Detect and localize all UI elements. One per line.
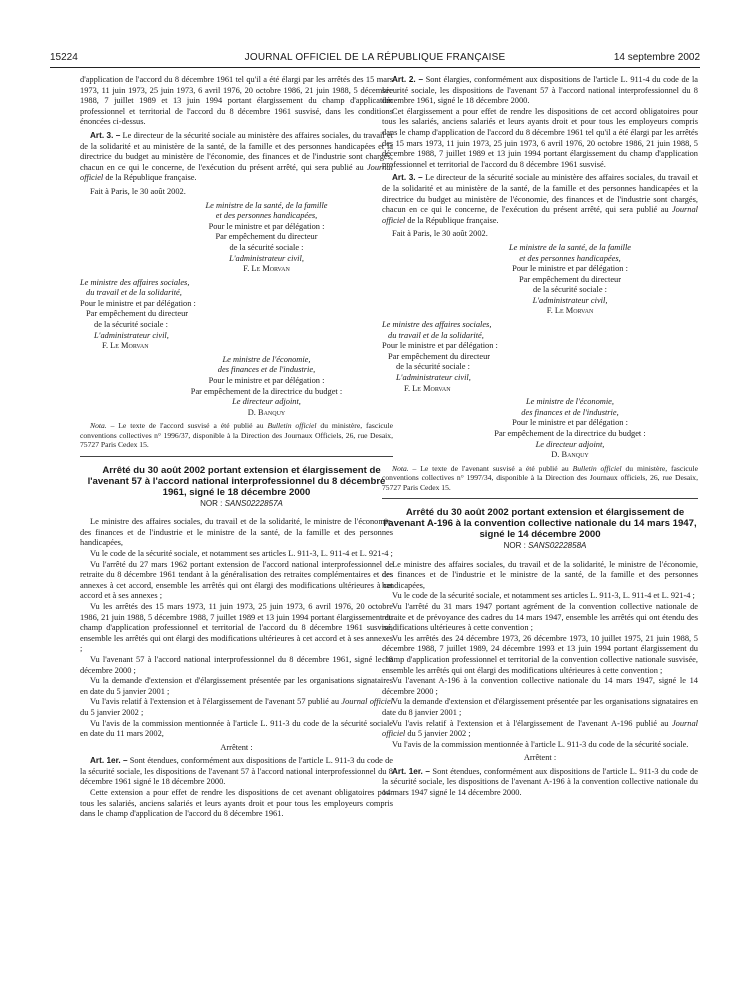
issue-date: 14 septembre 2002 xyxy=(613,52,700,63)
arretent: Arrêtent : xyxy=(523,753,557,763)
visa: Vu l'avis relatif à l'extension et à l'élargissement de l'avenant A-196 publié au Journal officiel du 5 janvier 2002 ; xyxy=(382,718,698,739)
article-1: Art. 1er. – Sont étendues, conformément aux dispositions de l'article L. 911-3 du code de la sécurité sociale, les dispositions de l'avenant 57 à l'accord national interprofessionnel du 8 décembre 1961 signé le 18 décembre 2000. xyxy=(80,756,393,787)
signatory-name: F. Le Morvan xyxy=(546,306,594,316)
article-label: Art. 2. – xyxy=(392,75,423,84)
article-1: Art. 1er. – Sont étendues, conformément aux dispositions de l'article L. 911-3 du code de la sécurité sociale, les dispositions de l'avenant A-196 à la convention collective nationale du 14 mars 1947 signé le 14 décembre 2000. xyxy=(382,766,698,798)
signatory-name: F. Le Morvan xyxy=(404,383,451,393)
article-label: Art. 3. – xyxy=(392,173,423,183)
article-label: Art. 1er. – xyxy=(90,756,128,766)
decree-heading: Arrêté du 30 août 2002 portant extension et élargissement de l'avenant 57 à l'accord national interprofessionnel du 8 décembre 1961, signé le 18 décembre 2000 xyxy=(87,464,386,498)
visa: Vu l'avis de la commission mentionnée à l'article L. 911-3 du code de la sécurité sociale en date du 11 mars 2002, xyxy=(80,718,393,739)
journal-title: JOURNAL OFFICIEL DE LA RÉPUBLIQUE FRANÇAISE xyxy=(244,52,506,63)
visa: Vu les arrêtés des 15 mars 1973, 11 juin 1973, 25 juin 1973, 6 avril 1976, 20 octobre 1986, 21 juin 1988, 5 décembre 1988, 7 juillet 1989 et 13 juin 1994 portant élargissement du champ d'application professionnel et territorial de l'accord du 8 décembre 1961 susvisé, ensemble les arrêtés qui ont élargi des modifications ultérieures à cet accord et à ses annexes ; xyxy=(80,601,393,654)
signing-place-date: Fait à Paris, le 30 août 2002. xyxy=(392,229,488,239)
preamble: Le ministre des affaires sociales, du travail et de la solidarité, le ministre de l'économie, des finances et de l'industrie et le ministre de la santé, de la famille et des personnes handicapées, xyxy=(382,559,698,590)
arretent: Arrêtent : xyxy=(220,742,253,752)
article-3: Art. 3. – Le directeur de la sécurité sociale au ministère des affaires sociales, du travail et de la solidarité et au ministère de la santé, de la famille et des personnes handicapées et la directrice du budget au ministère de l'économie, des finances et de l'industrie sont chargés, chacun en ce qui le concerne, de l'exécution du présent arrêté, qui sera publié au Journal officiel de la République française. xyxy=(80,130,393,183)
page-number: 15224 xyxy=(50,52,78,63)
signature-block-sante: Le ministre de la santé, de la famille et des personnes handicapées, Pour le ministre et par délégation : Par empêchement du directeur de la sécurité sociale : L'administrateur civil, F. Le Morvan xyxy=(140,201,393,275)
decree-heading: Arrêté du 30 août 2002 portant extension et élargissement de l'avenant A-196 à la convention collective nationale du 14 mars 1947, signé le 14 décembre 2000 xyxy=(383,507,697,540)
left-column xyxy=(80,75,393,820)
nota: Nota. – Le texte de l'accord susvisé a été publié au Bulletin officiel du ministère, fascicule conventions collectives n° 1996/37, disponible à la Direction des Journaux Officiels, 26, rue Desaix, 75727 Paris Cedex 15. xyxy=(80,421,393,450)
article-label: Art. 1er. – xyxy=(392,766,430,776)
signature-block-affaires-sociales: Le ministre des affaires sociales, du travail et de la solidarité, Pour le ministre et par délégation : Par empêchement du directeur de la sécurité sociale : L'administrateur civil, F. Le Morvan xyxy=(382,320,572,394)
visa: Vu la demande d'extension et d'élargissement présentée par les organisations signataires en date du 5 janvier 2001 ; xyxy=(80,676,393,696)
right-column xyxy=(382,75,698,799)
signature-block-economie: Le ministre de l'économie, des finances et de l'industrie, Pour le ministre et par délégation : Par empêchement de la directrice du budget : Le directeur adjoint, D. Banquy xyxy=(140,355,393,419)
visa: Vu l'arrêté du 31 mars 1947 portant agrément de la convention collective nationale de retraite et de prévoyance des cadres du 14 mars 1947, ensemble les arrêtés qui ont étendu des modifications ultérieures à cette convention ; xyxy=(382,601,698,633)
visa: Vu le code de la sécurité sociale, et notamment ses articles L. 911-3, L. 911-4 et L. 921-4 ; xyxy=(392,591,695,601)
signatory-name: F. Le Morvan xyxy=(243,264,290,274)
paragraph: d'application de l'accord du 8 décembre 1961 tel qu'il a été élargi par les arrêtés des 15 mars 1973, 11 juin 1973, 25 juin 1973, 6 avril 1976, 20 octobre 1986, 21 juin 1988, 5 décembre 1988, 7 juillet 1989 et 13 juin 1994 portant élargissement du champ d'application professionnel et territorial de l'accord du 8 décembre 1961 susvisé, dans les conditions énoncées ci-dessus. xyxy=(80,75,393,127)
visa: Vu l'avenant A-196 à la convention collective nationale du 14 mars 1947, signé le 14 décembre 2000 ; xyxy=(382,676,698,696)
nota: Nota. – Le texte de l'avenant susvisé a été publié au Bulletin officiel du ministère, fascicule conventions collectives n° 1997/34, disponible à la Direction des Journaux officiels, 26, rue Desaix, 75727 Paris Cedex 15. xyxy=(382,463,699,492)
visa: Vu l'avis relatif à l'extension et à l'élargissement de l'avenant 57 publié au Journal officiel du 5 janvier 2002 ; xyxy=(80,697,393,717)
paragraph: Cette extension a pour effet de rendre les dispositions de cet avenant obligatoires pour tous les salariés, anciens salariés et leurs ayants droit et pour tous les employeurs compris dans le champ d'application de l'accord du 8 décembre 1961. xyxy=(80,788,393,819)
header-rule xyxy=(50,67,700,68)
signatory-name: F. Le Morvan xyxy=(102,341,149,351)
visa: Vu l'arrêté du 27 mars 1962 portant extension de l'accord national interprofessionnel de retraite du 8 décembre 1961 tendant à la généralisation des retraites complémentaires et des annexes à cet accord, ensemble les arrêtés qui ont élargi des modifications ultérieures à cet accord et à ses annexes ; xyxy=(80,559,393,601)
article-label: Art. 3. – xyxy=(90,130,121,140)
signature-block-sante: Le ministre de la santé, de la famille et des personnes handicapées, Pour le ministre et par délégation : Par empêchement du directeur de la sécurité sociale : L'administrateur civil, F. Le Morvan xyxy=(442,243,698,317)
nor-reference: NOR : SANS0222857A xyxy=(200,498,283,508)
page-header xyxy=(50,50,700,66)
article-3: Art. 3. – Le directeur de la sécurité sociale au ministère des affaires sociales, du travail et de la solidarité et au ministère de la santé, de la famille et des personnes handicapées et la directrice du budget au ministère de l'économie, des finances et de l'industrie sont chargés, chacun en ce qui le concerne, de l'exécution du présent arrêté, qui sera publié au Journal officiel de la République française. xyxy=(382,173,698,225)
article-2: Art. 2. – Sont élargies, conformément aux dispositions de l'article L. 911-4 du code de la sécurité sociale, les dispositions de l'avenant 57 à l'accord national interprofessionnel du 8 décembre 1961, signé le 18 décembre 2000. xyxy=(382,75,698,106)
signature-block-affaires-sociales: Le ministre des affaires sociales, du travail et de la solidarité, Pour le ministre et par délégation : Par empêchement du directeur de la sécurité sociale : L'administrateur civil, F. Le Morvan xyxy=(80,278,270,352)
visa: Vu l'avis de la commission mentionnée à l'article L. 911-3 du code de la sécurité sociale. xyxy=(392,739,689,749)
signing-place-date: Fait à Paris, le 30 août 2002. xyxy=(90,186,186,196)
signature-block-economie: Le ministre de l'économie, des finances et de l'industrie, Pour le ministre et par délégation : Par empêchement de la directrice du budget : Le directeur adjoint, D. Banquy xyxy=(442,397,698,461)
signatory-name: D. Banquy xyxy=(551,450,589,460)
nor-reference: NOR : SANS0222858A xyxy=(503,541,587,550)
paragraph: Cet élargissement a pour effet de rendre les dispositions de cet accord obligatoires pour tous les salariés, anciens salariés et leurs ayants droit et pour tous les employeurs compris dans le champ d'application de l'accord du 8 décembre 1961 tel qu'il a été élargi par les arrêtés des 15 mars 1973, 11 juin 1973, 25 juin 1973, 6 avril 1976, 20 octobre 1986, 21 juin 1988, 5 décembre 1988, 7 juillet 1989 et 13 juin 1994 portant élargissement du champ d'application professionnel et territorial de l'accord du 8 décembre 1961 susvisé. xyxy=(382,106,698,169)
visa: Vu le code de la sécurité sociale, et notamment ses articles L. 911-3, L. 911-4 et L. 921-4 ; xyxy=(90,549,393,558)
visa: Vu les arrêtés des 24 décembre 1973, 26 décembre 1973, 10 juillet 1975, 21 juin 1988, 5 décembre 1988, 7 juillet 1989, 24 décembre 1993 et 13 juin 1994 portant élargissement du champ d'application professionnel et territorial de la convention collective nationale susvisée, ensemble les arrêtés qui ont élargi des modifications ultérieures à cette convention ; xyxy=(382,633,698,675)
signatory-name: D. Banquy xyxy=(247,407,286,417)
preamble: Le ministre des affaires sociales, du travail et de la solidarité, le ministre de l'économie, des finances et de l'industrie et le ministre de la santé, de la famille et des personnes handicapées, xyxy=(80,517,393,548)
visa: Vu la demande d'extension et d'élargissement présentée par les organisations signataires en date du 8 janvier 2001 ; xyxy=(382,697,698,717)
visa: Vu l'avenant 57 à l'accord national interprofessionnel du 8 décembre 1961, signé le 18 décembre 2000 ; xyxy=(80,654,393,675)
